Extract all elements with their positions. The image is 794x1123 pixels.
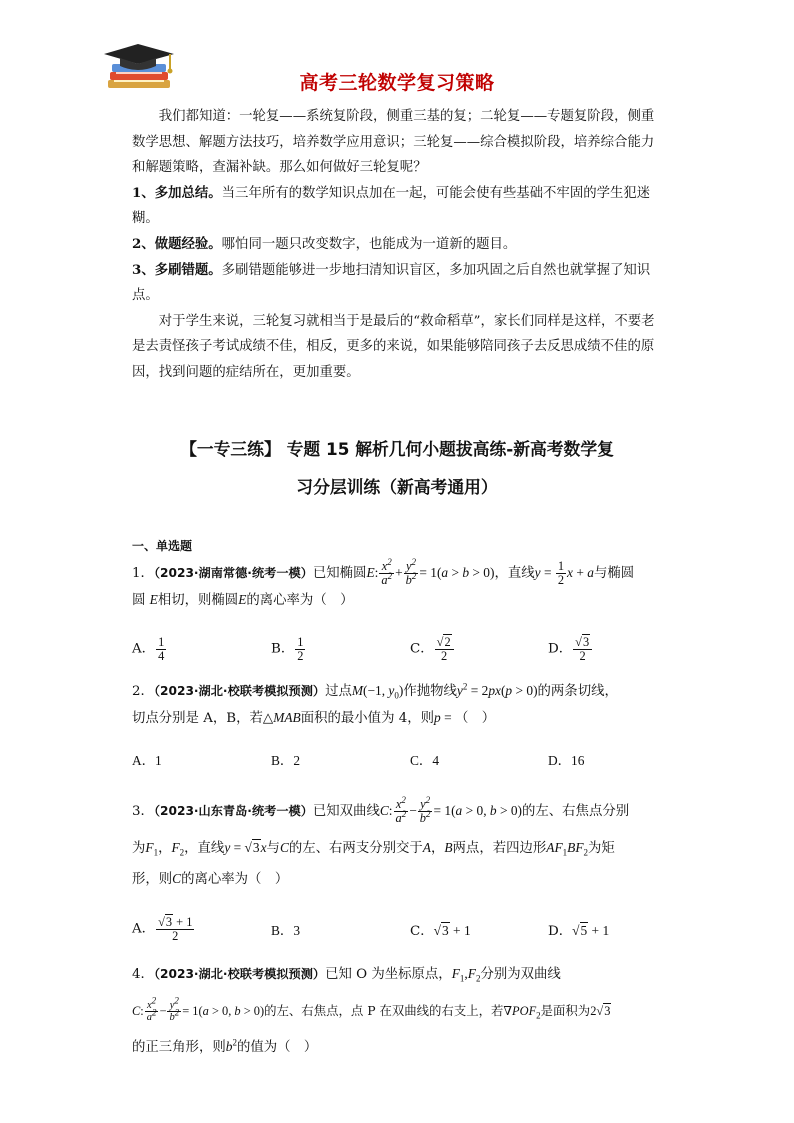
option-d[interactable]: D．16 <box>548 753 585 768</box>
title-line-1: 【一专三练】 专题 15 解析几何小题拔高练-新高考数学复 <box>180 439 614 459</box>
option-b[interactable]: B．2 <box>271 753 301 768</box>
option-d[interactable]: D． $\frac{√3}{2}$ <box>548 636 593 663</box>
question-2-options <box>132 750 692 770</box>
section-heading: 一、单选题 <box>132 539 193 553</box>
option-c[interactable]: C．√3 + 1 <box>410 923 471 939</box>
question-1-options <box>132 636 692 666</box>
question-3-options <box>132 916 692 946</box>
tip-3: 3、多刷错题。多刷错题能够进一步地扫清知识盲区，多加巩固之后自然也就掌握了知识点。 <box>132 261 651 304</box>
intro-paragraph: 我们都知道：一轮复——系统复阶段，侧重三基的复；二轮复——专题复阶段，侧重数学思想、解题方法技巧，培养数学应用意识；三轮复——综合模拟阶段，培养综合能力和解题策略，查漏补缺。那么如何做好三轮复呢？ <box>132 109 655 176</box>
tip-2: 2、做题经验。哪怕同一题只改变数字，也能成为一道新的题目。 <box>132 235 517 252</box>
banner-title: 高考三轮数学复习策略 <box>299 72 495 94</box>
question-2: 2．（2023·湖北·校联考模拟预测）过点M(−1, $y_0$)作抛物线$y^2 = 2px(p > 0)$的两条切线， 切点分别是 A，B，若△MAB面积的最小值为 4，则p = （ ） <box>132 681 618 726</box>
option-a[interactable]: A．1 <box>132 753 162 768</box>
intro-text <box>132 104 664 386</box>
option-b[interactable]: B． $\frac{1}{2}$ <box>271 635 304 664</box>
option-c[interactable]: C． $\frac{√2}{2}$ <box>410 636 455 663</box>
option-a[interactable]: A． $\frac{√3 + 1}{2}$ <box>132 915 193 944</box>
question-1: 1．（2023·湖南常德·统考一模）已知椭圆E: $\frac{x^2}{a^2}$ + $\frac{y^2}{b^2}$ = 1(a > b > 0)，直线y = $\frac{1}{2}$ x + a与椭圆 圆 E相切，则椭圆E的离心率为（ ） <box>132 556 635 609</box>
document-title <box>112 430 682 506</box>
question-4: 4．（2023·湖北·校联考模拟预测）已知 O 为坐标原点，$F_1,F_2$分别为双曲线 C: $\frac{x2}{a2}$ − $\frac{y2}{b2}$ = 1(a > 0, b > 0)的左、右焦点，点 P 在双曲线的右支上，若$\nabla POF_2$是面积为2√3 的正三角形，则$b^2$的值为（ ） <box>132 966 611 1055</box>
option-d[interactable]: D．√5 + 1 <box>548 923 610 939</box>
option-b[interactable]: B．3 <box>271 923 301 938</box>
option-a[interactable]: A． $\frac{1}{4}$ <box>132 635 165 664</box>
tip-1: 1、多加总结。当三年所有的数学知识点加在一起，可能会使有些基础不牢固的学生犯迷糊。 <box>132 184 651 227</box>
option-c[interactable]: C．4 <box>410 753 440 768</box>
closing-paragraph: 对于学生来说，三轮复习就相当于是最后的“救命稻草”，家长们同样是这样，不要老是去责怪孩子考试成绩不佳，相反，更多的来说，如果能够陪同孩子去反思成绩不佳的原因，找到问题的症结所在，更加重要。 <box>132 313 655 380</box>
question-3: 3．（2023·山东青岛·统考一模）已知双曲线C: $\frac{x^2}{a^2}$ − $\frac{y^2}{b^2}$ = 1(a > 0, b > 0)的左、右焦点分别 为$F_1$，$F_2$，直线y = √3x与C的左、右两支分别交于A，B两点，若四边形$AF_1BF_2$为矩 形，则C的离心率为（ ） <box>132 794 630 887</box>
title-line-2: 习分层训练（新高考通用） <box>296 477 498 497</box>
